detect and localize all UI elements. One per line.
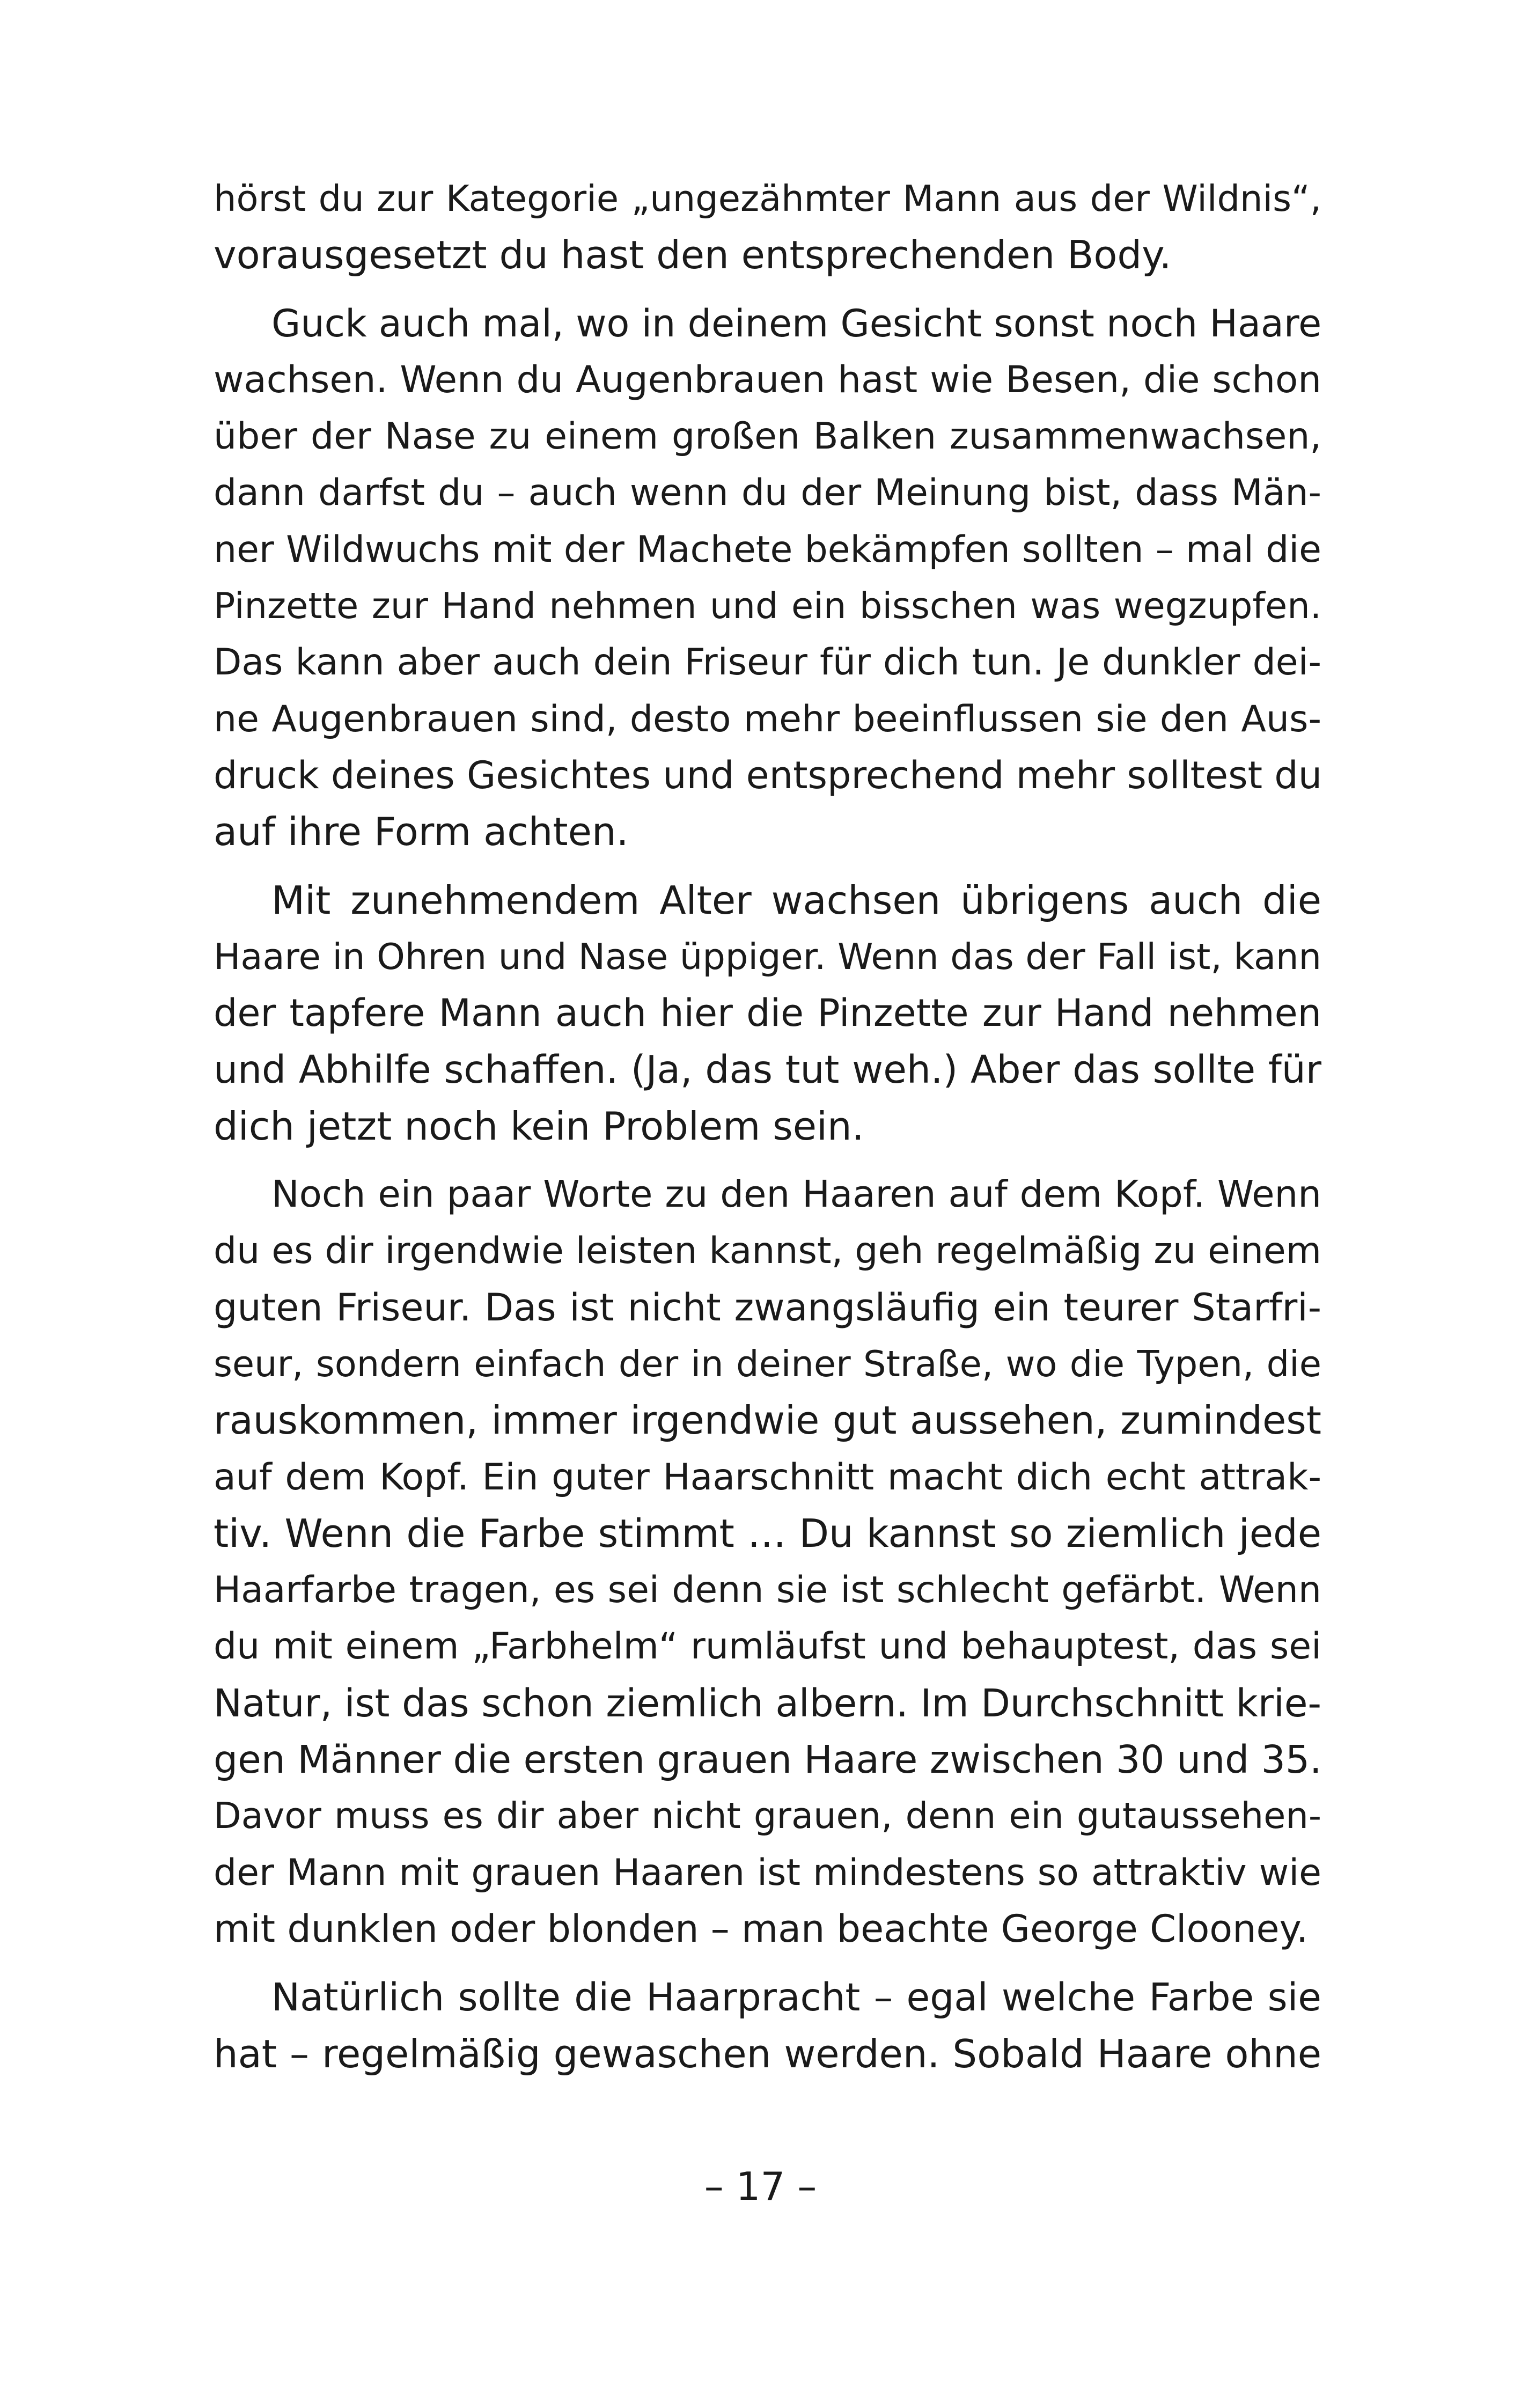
text-line: Davor muss es dir aber nicht grauen, denn ein gutaussehen- <box>214 1795 1321 1837</box>
text-line: du mit einem „Farbhelm“ rumläufst und behauptest, das sei <box>214 1625 1321 1668</box>
text-line: hat – regelmäßig gewaschen werden. Sobald Haare ohne <box>214 2031 1321 2076</box>
text-line: du es dir irgendwie leisten kannst, geh regelmäßig zu einem <box>214 1230 1321 1273</box>
text-line: Pinzette zur Hand nehmen und ein bisschen was wegzupfen. <box>214 585 1321 627</box>
text-line: rauskommen, immer irgendwie gut aussehen, zumindest <box>214 1398 1321 1443</box>
text-line: mit dunklen oder blonden – man beachte George Clooney. <box>214 1906 1309 1951</box>
paragraph-1 <box>214 171 1321 284</box>
text-line: gen Männer die ersten grauen Haare zwischen 30 und 35. <box>214 1737 1322 1782</box>
paragraph-4 <box>214 1166 1321 1957</box>
text-line: und Abhilfe schaffen. (Ja, das tut weh.) Aber das sollte für <box>214 1047 1321 1092</box>
text-line: dann darfst du – auch wenn du der Meinung bist, dass Män- <box>214 472 1321 515</box>
text-line: dich jetzt noch kein Problem sein. <box>214 1103 864 1149</box>
paragraph-5 <box>214 1969 1321 2082</box>
text-line: hörst du zur Kategorie „ungezähmter Mann aus der Wildnis“, <box>214 178 1321 219</box>
text-line: der Mann mit grauen Haaren ist mindestens so attraktiv wie <box>214 1851 1321 1894</box>
text-line: auf ihre Form achten. <box>214 809 629 855</box>
page-number: – 17 – <box>704 2164 817 2209</box>
text-line: Haarfarbe tragen, es sei denn sie ist schlecht gefärbt. Wenn <box>214 1569 1321 1612</box>
text-line: Natur, ist das schon ziemlich albern. Im Durchschnitt krie- <box>214 1680 1321 1726</box>
text-line: auf dem Kopf. Ein guter Haarschnitt macht dich echt attrak- <box>214 1456 1321 1499</box>
text-line: druck deines Gesichtes und entsprechend mehr solltest du <box>214 753 1322 797</box>
text-line: Das kann aber auch dein Friseur für dich tun. Je dunkler dei- <box>214 641 1321 684</box>
paragraph-3 <box>214 872 1321 1155</box>
text-line: Haare in Ohren und Nase üppiger. Wenn das der Fall ist, kann <box>214 935 1321 978</box>
text-line: seur, sondern einfach der in deiner Straße, wo die Typen, die <box>214 1342 1321 1385</box>
text-line: wachsen. Wenn du Augenbrauen hast wie Besen, die schon <box>214 358 1321 401</box>
text-line: ner Wildwuchs mit der Machete bekämpfen sollten – mal die <box>214 528 1321 571</box>
text-line: der tapfere Mann auch hier die Pinzette zur Hand nehmen <box>214 991 1321 1036</box>
text-line: tiv. Wenn die Farbe stimmt … Du kannst so ziemlich jede <box>214 1510 1321 1556</box>
text-line: Noch ein paar Worte zu den Haaren auf dem Kopf. Wenn <box>271 1173 1321 1216</box>
text-line: Guck auch mal, wo in deinem Gesicht sonst noch Haare <box>271 301 1322 346</box>
text-line: Natürlich sollte die Haarpracht – egal welche Farbe sie <box>271 1975 1321 2020</box>
text-line: ne Augenbrauen sind, desto mehr beeinflussen sie den Aus- <box>214 698 1321 740</box>
text-line: guten Friseur. Das ist nicht zwangsläufig ein teurer Starfri- <box>214 1285 1321 1330</box>
body-text <box>214 171 1321 2082</box>
text-line: vorausgesetzt du hast den entsprechenden Body. <box>214 232 1172 278</box>
text-line: Mit zunehmendem Alter wachsen übrigens auch die <box>271 877 1321 923</box>
paragraph-2 <box>214 296 1321 861</box>
text-line: über der Nase zu einem großen Balken zusammenwachsen, <box>214 415 1321 458</box>
